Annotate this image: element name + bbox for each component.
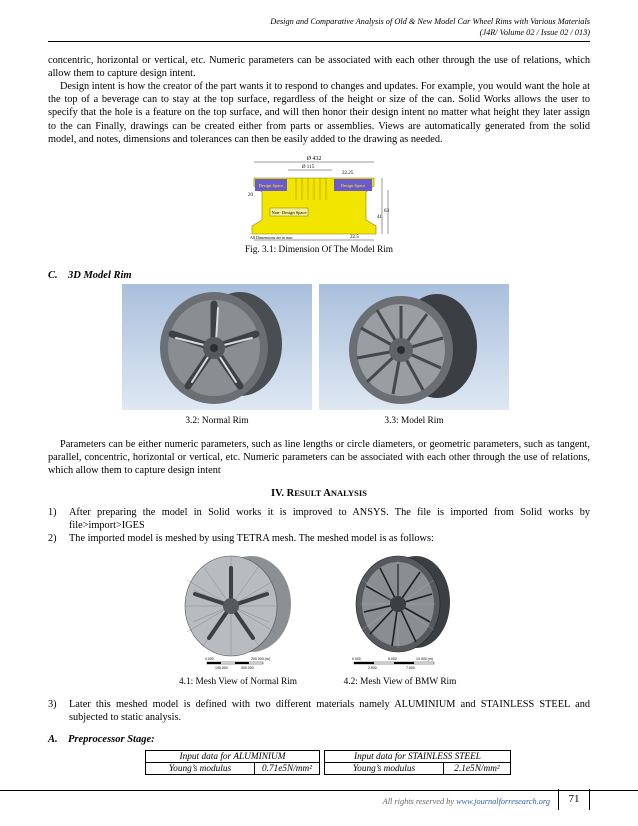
header-rule <box>48 41 590 42</box>
section-title: 3D Model Rim <box>68 270 132 281</box>
footer-rule <box>0 790 638 791</box>
paragraph-1: concentric, horizontal or vertical, etc. Numeric parameters can be associated with each other through the use of relations, which allow them to capture design intent. <box>48 55 590 80</box>
svg-text:5.000: 5.000 <box>388 657 397 661</box>
dim-height-41: 41 <box>377 215 382 220</box>
label-non-design-space: Non- Design Space <box>271 210 307 215</box>
table-cell: Young’s modulus <box>325 763 444 775</box>
dim-22-25: 22.25 <box>342 171 354 176</box>
table-cell: 2.1e5N/mm² <box>444 763 511 775</box>
image-model-rim <box>319 284 509 410</box>
paragraph-parameters: Parameters can be either numeric parameters, such as line lengths or circle diameters, or geometric parameters, such as tangent, parallel, concentric, horizontal or vertical, etc. Numeric parameters can be associated with each other through the use of relations, which allow them to capture design intent <box>48 439 590 477</box>
caption-mesh-normal-rim: 4.1: Mesh View of Normal Rim <box>178 677 298 687</box>
running-header <box>270 16 590 38</box>
list-item: 1) After preparing the model in Solid works it is improved to ANSYS. The file is imported from Solid works by file>import>IGES <box>48 507 590 532</box>
header-title: Design and Comparative Analysis of Old & New Model Car Wheel Rims with Various Materials <box>270 17 590 26</box>
svg-text:100.000: 100.000 <box>215 666 228 670</box>
dim-diameter-115: Ø 115 <box>301 165 315 170</box>
footer-rights: All rights reserved by www.journalforresearch.org <box>382 797 550 806</box>
svg-text:2.500: 2.500 <box>368 666 377 670</box>
mesh-normal-rim-render <box>163 550 303 672</box>
dimension-note: All Dimensions are in mm <box>250 235 293 240</box>
section-title: Preprocessor Stage: <box>68 734 155 745</box>
journal-link[interactable]: www.journalforresearch.org <box>456 797 550 806</box>
dim-left: 20 <box>248 193 253 198</box>
label-design-space-right: Design Space <box>340 183 366 188</box>
dim-diameter-432: Ø 432 <box>306 156 322 162</box>
svg-text:0.000: 0.000 <box>352 657 361 661</box>
caption-normal-rim: 3.2: Normal Rim <box>185 416 249 426</box>
paragraph-design-intent: Design intent is how the creator of the part wants it to respond to changes and updates. For example, you would want the hole at the top of a beverage can to stay at the top surface, regardless of the height or size of the can. Solid Works allows the user to specify that the hole is a feature on the top surface, and will then honor their design intent no matter what height they later assign to the can Finally, drawings can be created either from parts or assemblies. Views are automatically generated from the solid model, and notes, dimensions and tolerances can then be easily added to the drawing as needed. <box>48 81 590 145</box>
section-heading-result-analysis: IV. RESULT ANALYSIS <box>271 488 367 499</box>
mesh-bmw-rim-render <box>346 550 456 672</box>
svg-text:200.000 (m): 200.000 (m) <box>251 657 270 661</box>
table-header-aluminium: Input data for ALUMINIUM <box>146 751 320 763</box>
image-mesh-normal-rim <box>163 550 303 672</box>
caption-fig-3-1: Fig. 3.1: Dimension Of The Model Rim <box>244 245 394 255</box>
dim-bottom: 22.5 <box>350 235 359 240</box>
section-heading-c <box>48 270 132 281</box>
table-row <box>146 751 511 763</box>
caption-mesh-bmw-rim: 4.2: Mesh View of BMW Rim <box>343 677 457 687</box>
table-row <box>146 763 511 775</box>
section-letter: C. <box>48 270 58 281</box>
normal-rim-render <box>122 284 312 410</box>
table-cell: 0.71e5N/mm² <box>255 763 320 775</box>
caption-model-rim: 3.3: Model Rim <box>384 416 444 426</box>
image-normal-rim <box>122 284 312 410</box>
svg-text:300.000: 300.000 <box>241 666 254 670</box>
material-input-table <box>145 750 511 775</box>
section-letter: A. <box>48 734 58 745</box>
model-rim-render <box>319 284 509 410</box>
svg-text:7.500: 7.500 <box>406 666 415 670</box>
table-cell: Young’s modulus <box>146 763 255 775</box>
page-number: 71 <box>558 789 590 810</box>
list-item: 2) The imported model is meshed by using TETRA mesh. The meshed model is as follows: <box>48 533 434 544</box>
figure-rim-dimensions <box>246 150 392 244</box>
label-design-space-left: Design Space <box>258 183 284 188</box>
rim-dimension-drawing <box>246 150 392 244</box>
table-header-stainless-steel: Input data for STAINLESS STEEL <box>325 751 511 763</box>
section-heading-a <box>48 734 155 745</box>
list-item: 3) Later this meshed model is defined with two different materials namely ALUMINIUM and STAINLESS STEEL and subjected to static analysis. <box>48 699 590 724</box>
image-mesh-bmw-rim <box>346 550 456 672</box>
svg-text:10.000 (m): 10.000 (m) <box>416 657 433 661</box>
dim-height-63: 63 <box>384 209 389 214</box>
header-volume: (J4R/ Volume 02 / Issue 02 / 013) <box>479 28 590 37</box>
svg-text:0.000: 0.000 <box>205 657 214 661</box>
